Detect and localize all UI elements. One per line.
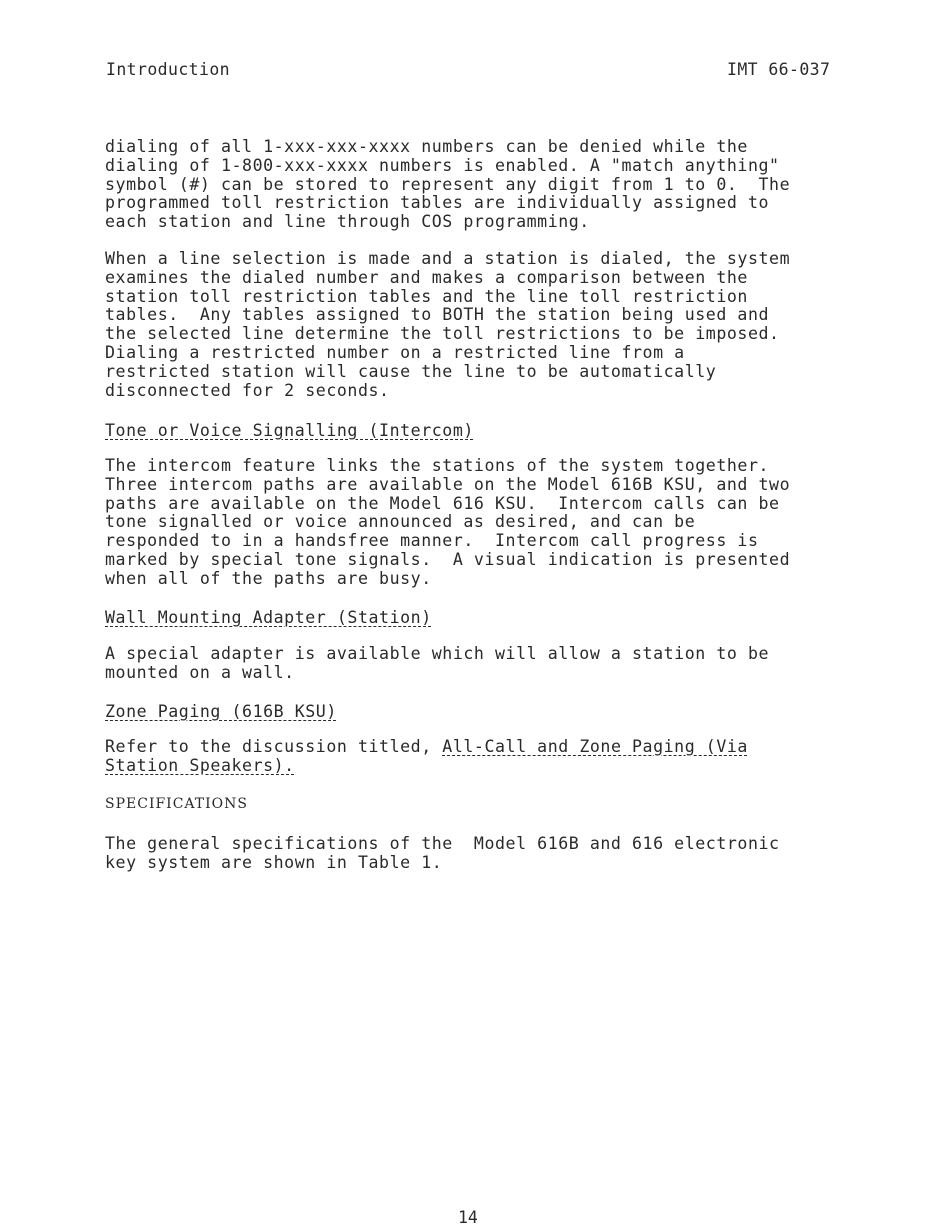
text-line: disconnected for 2 seconds. [105, 380, 390, 400]
text-line: When a line selection is made and a station is dialed, the system [105, 249, 791, 268]
text-line: tables. Any tables assigned to BOTH the station being used and [105, 305, 770, 325]
header-section-title: Introduction [106, 60, 231, 79]
text-line: tone signalled or voice announced as desired, and can be [105, 512, 696, 532]
text-line: mounted on a wall. [105, 662, 295, 682]
station-speakers-reference: Station Speakers). [105, 755, 295, 775]
paragraph-intercom [105, 457, 790, 589]
text-line: dialing of 1-800-xxx-xxxx numbers is enabled. A "match anything" [105, 155, 780, 175]
text-line: the selected line determine the toll restrictions to be imposed. [105, 324, 780, 344]
paragraph-line-selection [105, 250, 790, 400]
text-line: The intercom feature links the stations of the system together. [105, 456, 770, 475]
paragraph-specifications [105, 835, 780, 873]
paragraph-toll-dialing [105, 138, 790, 232]
text-line [105, 757, 748, 776]
text-line: programmed toll restriction tables are individually assigned to [105, 193, 770, 213]
text-line: restricted station will cause the line to be automatically [105, 361, 717, 381]
text-line: responded to in a handsfree manner. Intercom call progress is [105, 531, 759, 551]
paragraph-zone-paging [105, 738, 748, 776]
heading-tone-voice-signalling: Tone or Voice Signalling (Intercom) [105, 421, 474, 440]
text-line: A special adapter is available which will allow a station to be [105, 644, 770, 663]
text-line: station toll restriction tables and the line toll restriction [105, 286, 748, 306]
heading-zone-paging: Zone Paging (616B KSU) [105, 702, 337, 721]
text-line: each station and line through COS programming. [105, 212, 590, 232]
text-line: Three intercom paths are available on the Model 616B KSU, and two [105, 474, 791, 494]
text-line: dialing of all 1-xxx-xxx-xxxx numbers can be denied while the [105, 137, 748, 156]
paragraph-wall-adapter [105, 645, 769, 683]
specifications-label: SPECIFICATIONS [105, 796, 248, 812]
page-number: 14 [458, 1208, 478, 1227]
text-line: marked by special tone signals. A visual indication is presented [105, 549, 791, 569]
text-line: symbol (#) can be stored to represent any digit from 1 to 0. The [105, 174, 791, 194]
text-line [105, 738, 748, 757]
text-line: examines the dialed number and makes a comparison between the [105, 267, 748, 287]
text-line: key system are shown in Table 1. [105, 852, 443, 872]
heading-wall-mounting-adapter: Wall Mounting Adapter (Station) [105, 608, 432, 627]
text-line: Dialing a restricted number on a restricted line from a [105, 342, 685, 362]
text-line: paths are available on the Model 616 KSU. Intercom calls can be [105, 493, 780, 513]
all-call-reference: All-Call and Zone Paging (Via [442, 737, 748, 756]
text-line: The general specifications of the Model 616B and 616 electronic [105, 834, 780, 853]
zone-paging-text: Refer to the discussion titled, [105, 737, 443, 756]
header-document-id: IMT 66-037 [727, 60, 831, 79]
text-line: when all of the paths are busy. [105, 568, 432, 588]
